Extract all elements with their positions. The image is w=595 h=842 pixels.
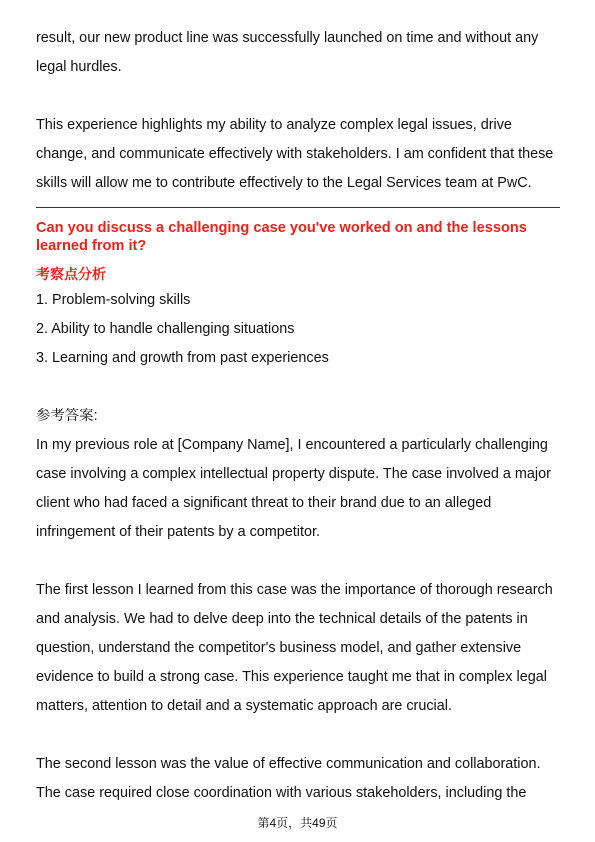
answer-heading: 参考答案:	[36, 408, 98, 424]
body-text-line: question, understand the competitor's business model, and gather extensive	[36, 640, 522, 656]
section-divider	[36, 207, 560, 208]
analysis-item: 2. Ability to handle challenging situations	[36, 321, 295, 337]
body-text-line: The second lesson was the value of effective communication and collaboration.	[36, 756, 541, 772]
body-text-line: legal hurdles.	[36, 59, 122, 75]
body-text-line: In my previous role at [Company Name], I encountered a particularly challenging	[36, 437, 548, 453]
body-text-line: This experience highlights my ability to analyze complex legal issues, drive	[36, 117, 512, 133]
body-text-line: infringement of their patents by a competitor.	[36, 524, 320, 540]
page-number-footer: 第4页，共49页	[257, 816, 338, 830]
body-text-line: evidence to build a strong case. This experience taught me that in complex legal	[36, 669, 547, 685]
analysis-heading: 考察点分析	[36, 266, 106, 282]
body-text-line: matters, attention to detail and a systematic approach are crucial.	[36, 698, 452, 714]
question-heading-line: learned from it?	[36, 238, 147, 254]
body-text-line: skills will allow me to contribute effectively to the Legal Services team at PwC.	[36, 175, 532, 191]
body-text-line: client who had faced a significant threat to their brand due to an alleged	[36, 495, 492, 511]
body-text-line: The first lesson I learned from this case was the importance of thorough research	[36, 582, 553, 598]
body-text-line: result, our new product line was successfully launched on time and without any	[36, 30, 539, 46]
body-text-line: The case required close coordination with various stakeholders, including the	[36, 785, 527, 801]
body-text-line: case involving a complex intellectual property dispute. The case involved a major	[36, 466, 551, 482]
body-text-line: and analysis. We had to delve deep into the technical details of the patents in	[36, 611, 528, 627]
question-heading-line: Can you discuss a challenging case you've worked on and the lessons	[36, 220, 527, 236]
body-text-line: change, and communicate effectively with stakeholders. I am confident that these	[36, 146, 554, 162]
analysis-item: 3. Learning and growth from past experiences	[36, 350, 329, 366]
analysis-item: 1. Problem-solving skills	[36, 292, 191, 308]
